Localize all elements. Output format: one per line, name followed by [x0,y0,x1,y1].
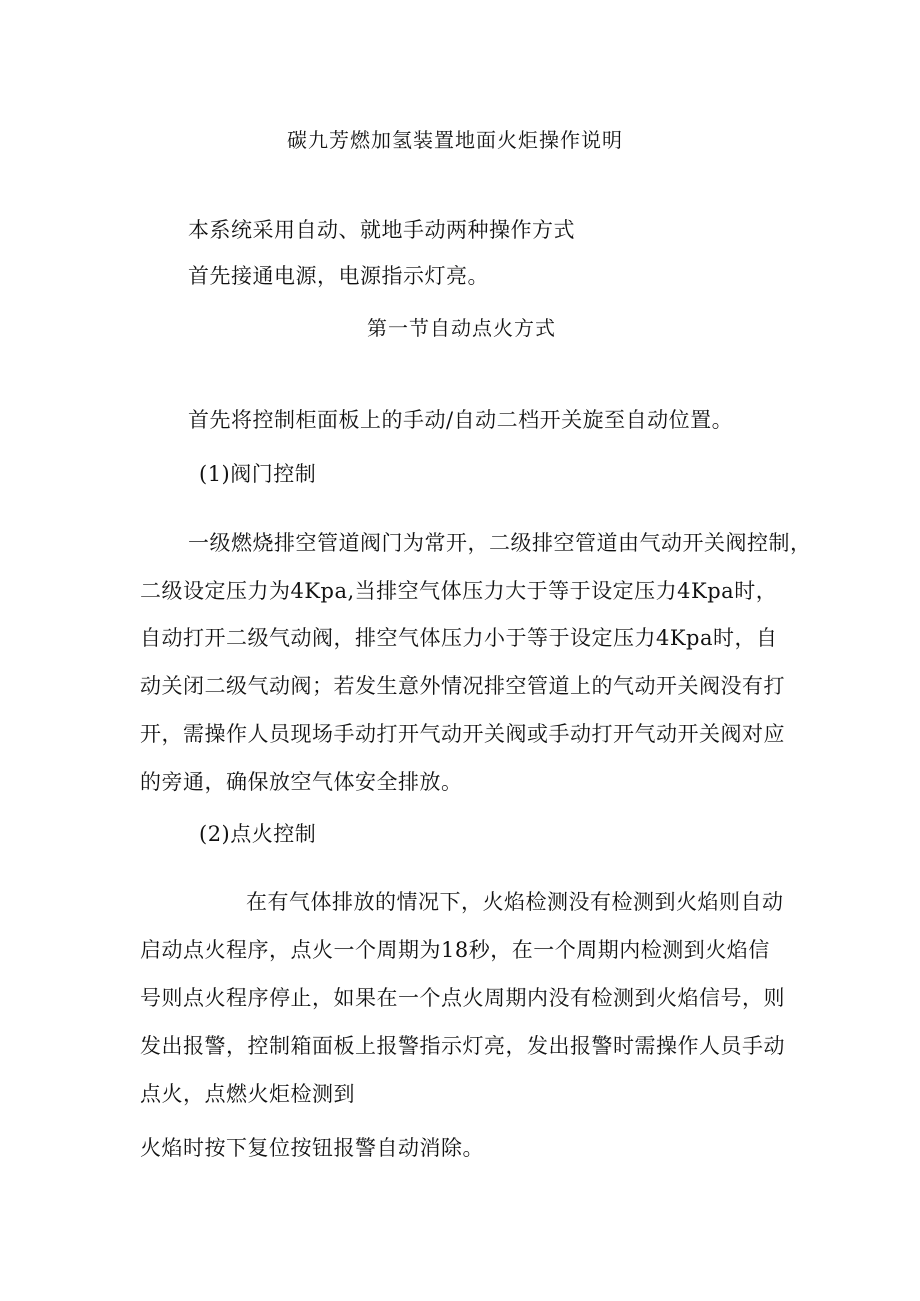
step-instruction: 首先将控制柜面板上的手动/自动二档开关旋至自动位置。 [188,408,734,432]
paragraph-line: 自动打开二级气动阀，排空气体压力小于等于设定压力4Kpa时，自 [140,626,778,650]
paragraph-line: 火焰时按下复位按钮报警自动消除。 [140,1136,484,1160]
paragraph-line: 发出报警，控制箱面板上报警指示灯亮，发出报警时需操作人员手动 [140,1034,785,1058]
paragraph-line: 点火，点燃火炬检测到 [140,1082,355,1106]
paragraph-line: 启动点火程序，点火一个周期为18秒，在一个周期内检测到火焰信 [140,938,770,962]
intro-line: 首先接通电源，电源指示灯亮。 [188,264,489,288]
paragraph-line: 在有气体排放的情况下，火焰检测没有检测到火焰则自动 [246,890,784,914]
paragraph-line: 的旁通，确保放空气体安全排放。 [140,770,463,794]
intro-line: 本系统采用自动、就地手动两种操作方式 [188,218,575,242]
paragraph-line: 一级燃烧排空管道阀门为常开，二级排空管道由气动开关阀控制， [188,531,812,555]
subsection-heading-ignition-control: (2)点火控制 [199,822,317,846]
subsection-heading-valve-control: (1)阀门控制 [199,462,317,486]
paragraph-line: 开，需操作人员现场手动打开气动开关阀或手动打开气动开关阀对应 [140,722,785,746]
document-title: 碳九芳燃加氢装置地面火炬操作说明 [287,128,623,152]
paragraph-line: 二级设定压力为4Kpa,当排空气体压力大于等于设定压力4Kpa时， [140,579,778,603]
section-title: 第一节自动点火方式 [367,316,556,340]
paragraph-line: 动关闭二级气动阀；若发生意外情况排空管道上的气动开关阀没有打 [140,674,785,698]
paragraph-line: 号则点火程序停止，如果在一个点火周期内没有检测到火焰信号，则 [140,986,785,1010]
